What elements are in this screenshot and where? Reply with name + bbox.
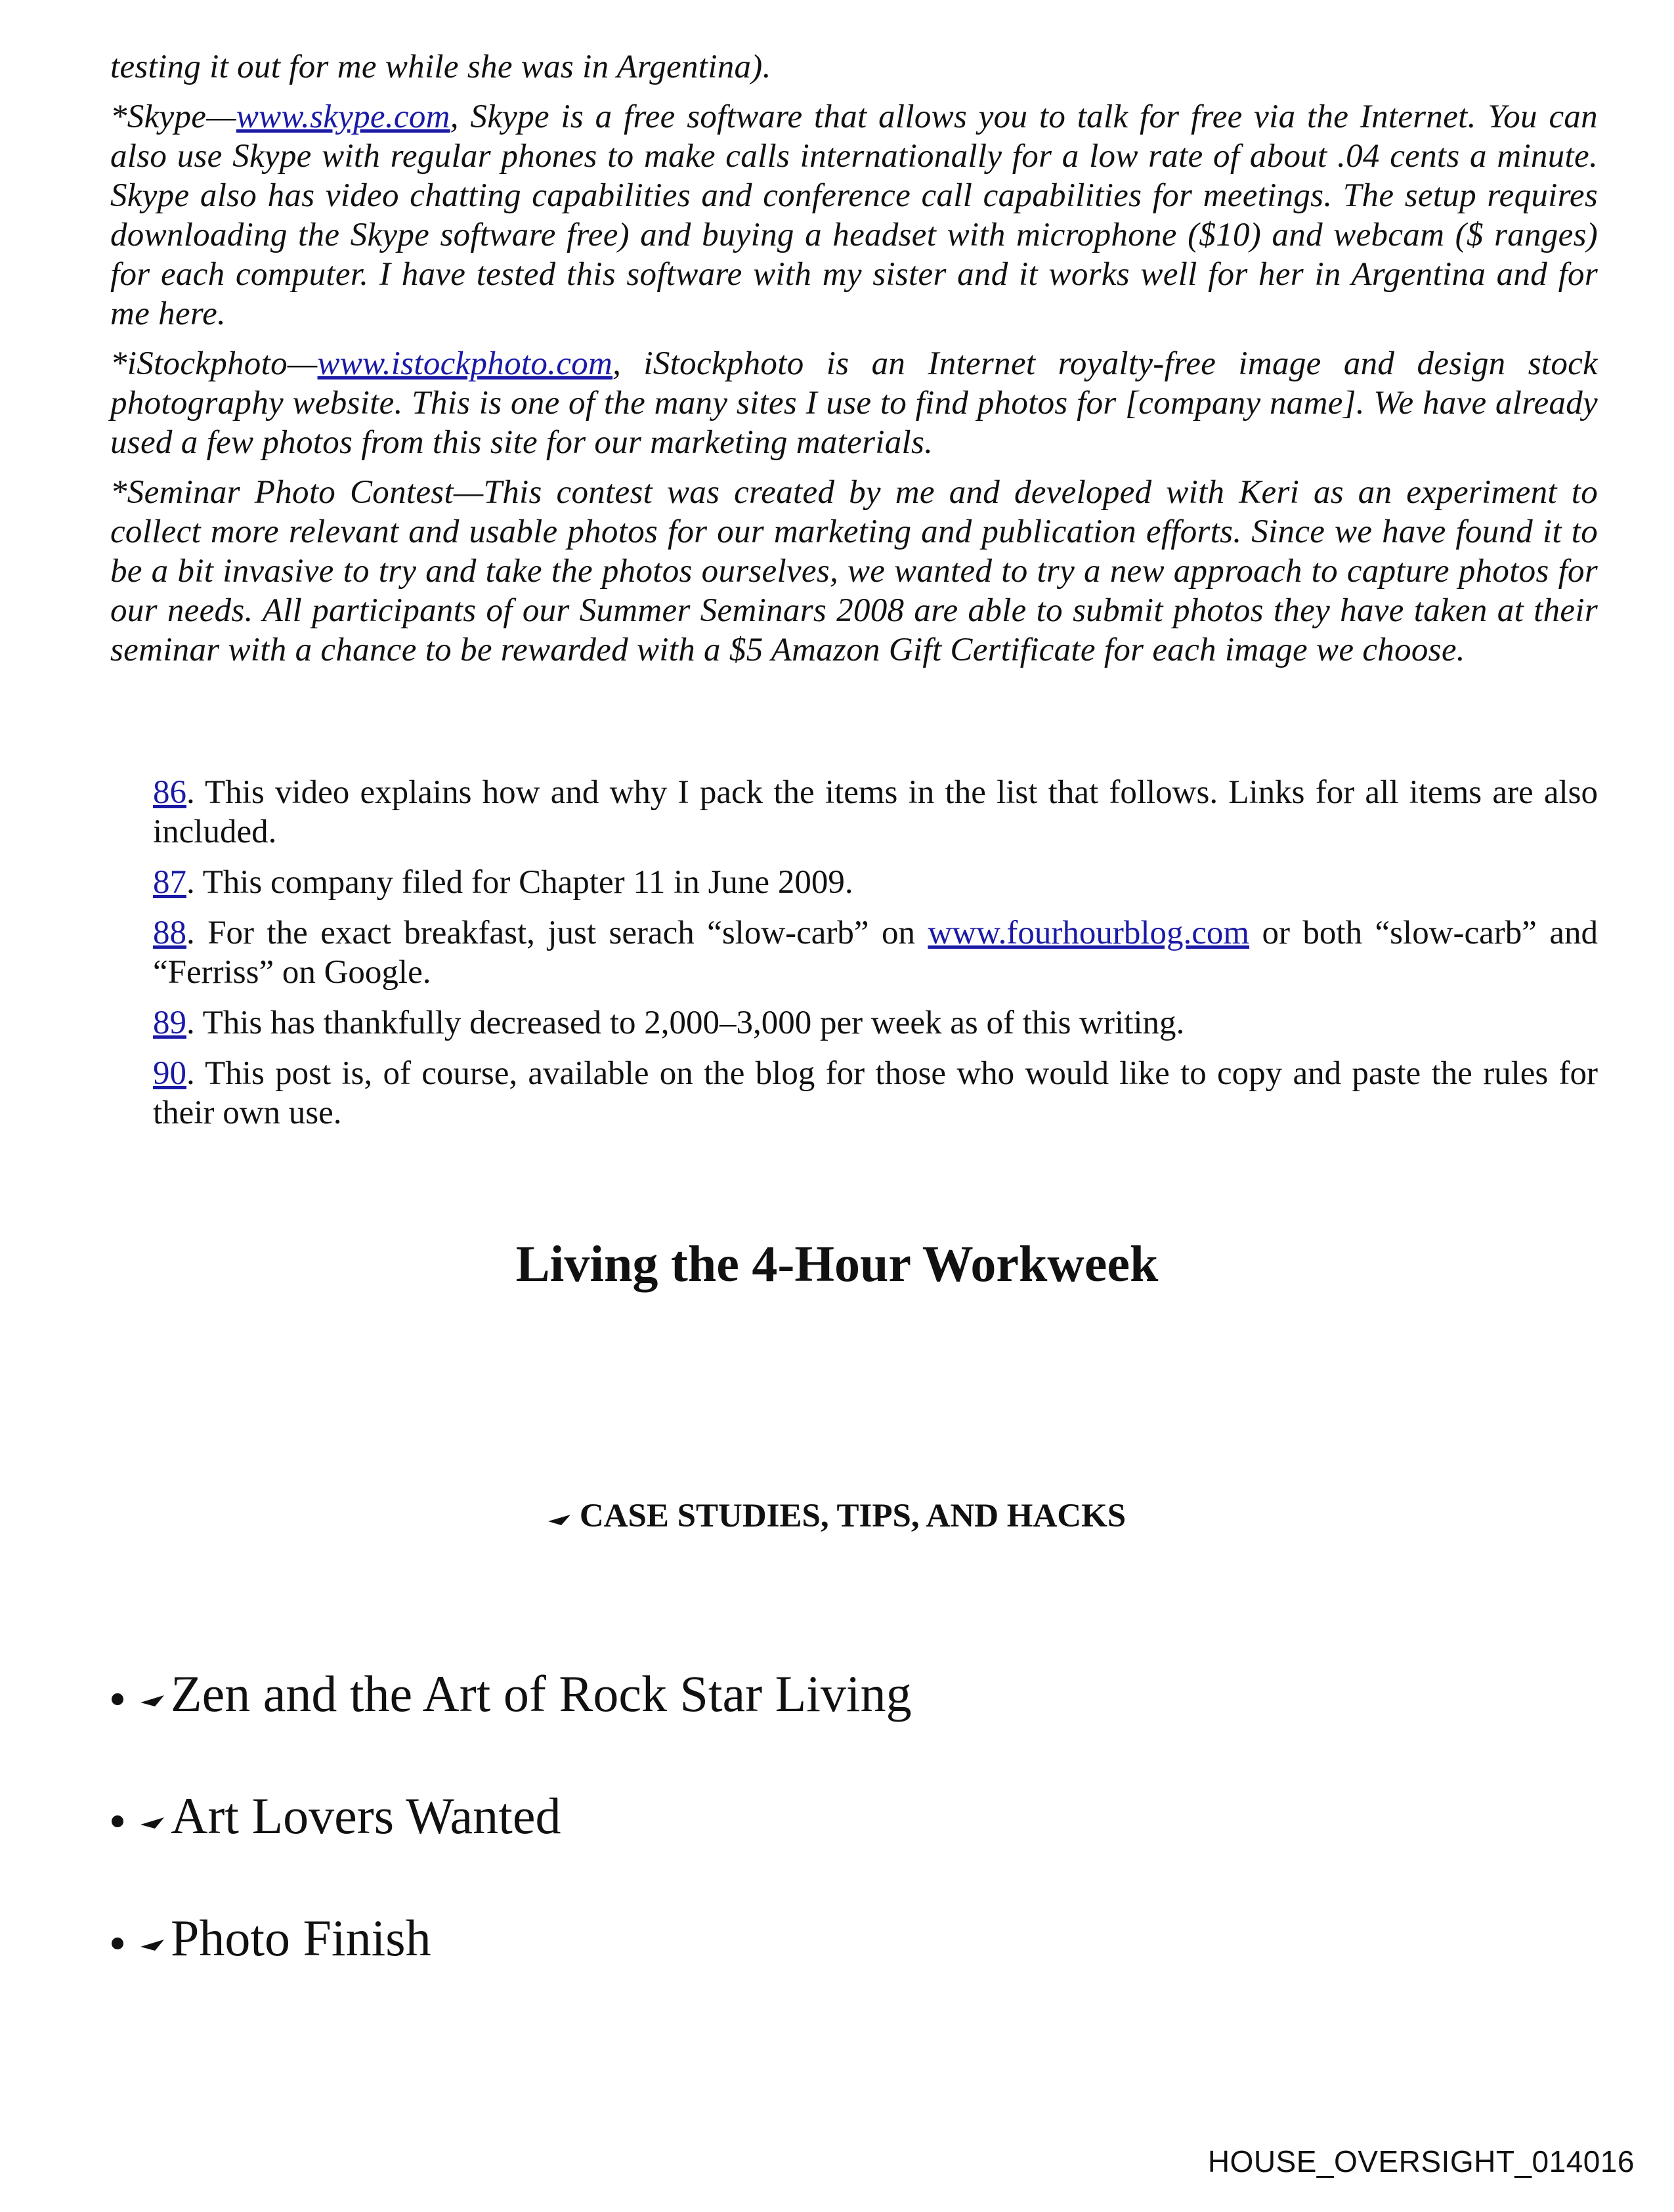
- bullet-icon: [112, 1815, 123, 1827]
- endnote-text: . This company filed for Chapter 11 in June 2009.: [186, 864, 853, 901]
- endnote-number-link[interactable]: 89: [153, 1005, 186, 1041]
- skype-entry: [110, 97, 1598, 334]
- istock-entry: [110, 344, 1598, 462]
- istock-prefix: *iStockphoto—: [110, 345, 318, 382]
- arrow-icon: [140, 1936, 164, 1951]
- istock-link[interactable]: www.istockphoto.com: [317, 345, 613, 382]
- italic-notes: [110, 47, 1598, 680]
- section-heading-text: CASE STUDIES, TIPS, AND HACKS: [579, 1498, 1127, 1534]
- endnote-text: . This post is, of course, available on the blog for those who would like to copy and paste the rules for their own use.: [153, 1055, 1598, 1131]
- list-item-label: Photo Finish: [171, 1909, 431, 1966]
- endnote: [153, 1003, 1598, 1043]
- skype-prefix: *Skype—: [110, 98, 236, 135]
- bates-footer: HOUSE_OVERSIGHT_014016: [1207, 2144, 1635, 2179]
- endnote: [153, 773, 1598, 852]
- endnote-text: . This video explains how and why I pack the items in the list that follows. Links for all items are also included.: [153, 774, 1598, 850]
- list-item[interactable]: [112, 1661, 912, 1783]
- arrow-icon: [548, 1512, 570, 1525]
- endnote-number-link[interactable]: 86: [153, 774, 186, 811]
- endnote: [153, 1054, 1598, 1133]
- endnote-number-link[interactable]: 90: [153, 1055, 186, 1092]
- bullet-icon: [112, 1693, 123, 1705]
- intro-continued: testing it out for me while she was in Argentina).: [110, 49, 771, 85]
- seminar-entry: *Seminar Photo Contest—This contest was created by me and developed with Keri as an experiment to collect more relevant and usable photos for our marketing and publication efforts. Since we have found it to be a bit invasive to try and take the photos ourselves, we wanted to try a new approach to capture photos for our needs. All participants of our Summer Seminars 2008 are able to submit photos they have taken at their seminar with a chance to be rewarded with a $5 Amazon Gift Certificate for each image we choose.: [110, 474, 1598, 668]
- list-item[interactable]: [112, 1905, 912, 2028]
- arrow-icon: [140, 1814, 164, 1829]
- fourhourblog-link[interactable]: www.fourhourblog.com: [928, 915, 1250, 951]
- skype-text: , Skype is a free software that allows you to talk for free via the Internet. You can also use Skype with regular phones to make calls internationally for a low rate of about .04 cents a minute. Skype also has video chatting capabilities and conference call capabilities for meetings. The setup requires downloading the Skype software free) and buying a headset with microphone ($10) and webcam ($ ranges) for each computer. I have tested this software with my sister and it works well for her in Argentina and for me here.: [110, 98, 1598, 332]
- section-heading: [0, 1497, 1674, 1535]
- endnote-text: . This has thankfully decreased to 2,000–3,000 per week as of this writing.: [186, 1005, 1185, 1041]
- arrow-icon: [140, 1692, 164, 1706]
- endnote-text-after: or both “slow-carb” and “Ferriss” on Google.: [153, 915, 1598, 991]
- list-item[interactable]: [112, 1783, 912, 1905]
- skype-link[interactable]: www.skype.com: [236, 98, 450, 135]
- endnote: [153, 913, 1598, 992]
- endnote-text: . For the exact breakfast, just serach “slow-carb” on: [186, 915, 928, 951]
- list-item-label: Zen and the Art of Rock Star Living: [171, 1665, 912, 1722]
- bullet-icon: [112, 1938, 123, 1949]
- istock-text: , iStockphoto is an Internet royalty-free image and design stock photography website. This is one of the many sites I use to find photos for [company name]. We have already used a few photos from this site for our marketing materials.: [110, 345, 1598, 461]
- list-item-label: Art Lovers Wanted: [171, 1787, 561, 1844]
- chapter-title: Living the 4-Hour Workweek: [515, 1235, 1159, 1292]
- endnotes: [153, 773, 1598, 1144]
- endnote: [153, 863, 1598, 902]
- case-study-list: [112, 1661, 912, 2028]
- endnote-number-link[interactable]: 88: [153, 915, 186, 951]
- endnote-number-link[interactable]: 87: [153, 864, 186, 901]
